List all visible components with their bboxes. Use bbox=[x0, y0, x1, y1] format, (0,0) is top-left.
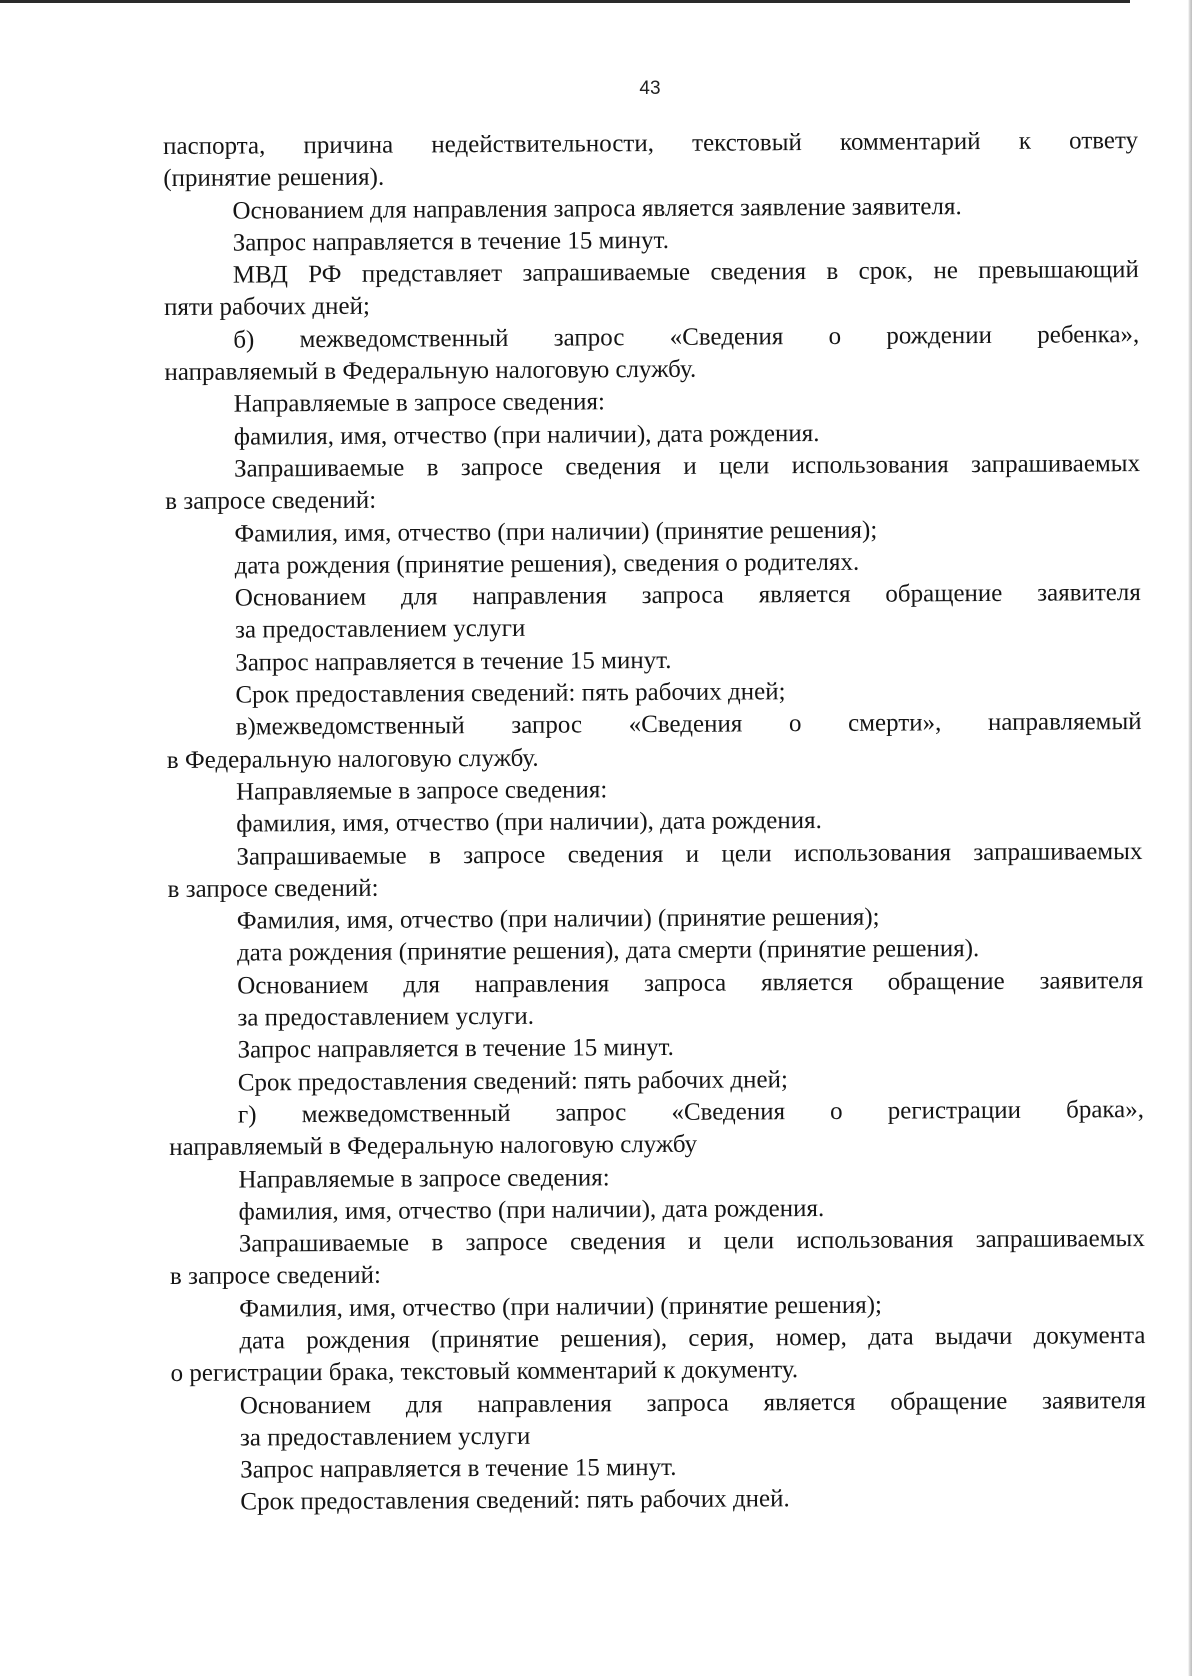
text-line: Запрос направляется в течение 15 минут. bbox=[235, 646, 672, 677]
text-line: Основанием для направления запроса является заявление заявителя. bbox=[232, 192, 962, 225]
text-line: Запрос направляется в течение 15 минут. bbox=[240, 1454, 677, 1484]
text-line: направляемый в Федеральную налоговую службу bbox=[169, 1130, 698, 1162]
text-line: за предоставлением услуги bbox=[234, 615, 526, 645]
page-number: 43 bbox=[639, 78, 661, 99]
text-line: в Федеральную налоговую службу. bbox=[166, 744, 539, 774]
text-line: в запросе сведений: bbox=[169, 1262, 381, 1291]
text-line: Основанием для направления запроса является обращение заявителя bbox=[237, 966, 1144, 1000]
text-line: Запрашиваемые в запросе сведения и цели использования запрашиваемых bbox=[233, 450, 1141, 483]
text-line: дата рождения (принятие решения), сведения о родителях. bbox=[234, 548, 860, 580]
text-line: за предоставлением услуги bbox=[239, 1422, 531, 1452]
text-line: дата рождения (принятие решения), серия, номер, дата выдачи документа bbox=[239, 1322, 1146, 1355]
text-line: Запрос направляется в течение 15 минут. bbox=[237, 1034, 674, 1064]
text-line: Запрашиваемые в запросе сведения и цели использования запрашиваемых bbox=[238, 1225, 1145, 1258]
text-line: Фамилия, имя, отчество (при наличии) (принятие решения); bbox=[239, 1291, 883, 1323]
text-line: фамилия, имя, отчество (при наличии), дата рождения. bbox=[236, 807, 822, 838]
text-line: в)межведомственный запрос «Сведения о смерти», направляемый bbox=[235, 708, 1142, 741]
text-line: фамилия, имя, отчество (при наличии), дата рождения. bbox=[238, 1194, 825, 1226]
text-line: Срок предоставления сведений: пять рабочих дней; bbox=[235, 678, 786, 709]
scan-top-edge bbox=[0, 0, 1130, 3]
text-line: направляемый в Федеральную налоговую службу. bbox=[164, 355, 697, 387]
document-body bbox=[163, 125, 1146, 1520]
scan-right-edge bbox=[1188, 0, 1192, 1676]
text-line: фамилия, имя, отчество (при наличии), дата рождения. bbox=[233, 419, 820, 451]
text-line: г) межведомственный запрос «Сведения о регистрации брака», bbox=[237, 1095, 1145, 1129]
text-line: Основанием для направления запроса является обращение заявителя bbox=[239, 1386, 1146, 1420]
text-line: Срок предоставления сведений: пять рабочих дней; bbox=[237, 1065, 788, 1097]
text-line: Запрашиваемые в запросе сведения и цели использования запрашиваемых bbox=[236, 837, 1143, 871]
text-line: Направляемые в запросе сведения: bbox=[233, 388, 606, 418]
text-line: дата рождения (принятие решения), дата смерти (принятие решения). bbox=[236, 935, 980, 967]
text-line: паспорта, причина недействительности, текстовый комментарий к ответу bbox=[163, 127, 1139, 160]
text-line: Срок предоставления сведений: пять рабочих дней. bbox=[240, 1485, 790, 1517]
text-line: пяти рабочих дней; bbox=[163, 293, 370, 322]
text-line: Фамилия, имя, отчество (при наличии) (принятие решения); bbox=[236, 903, 880, 935]
text-line: Фамилия, имя, отчество (при наличии) (принятие решения); bbox=[234, 516, 878, 548]
text-line: о регистрации брака, текстовый комментарий к документу. bbox=[170, 1356, 799, 1388]
text-line: б) межведомственный запрос «Сведения о рождении ребенка», bbox=[233, 320, 1140, 354]
text-line: (принятие решения). bbox=[163, 163, 385, 193]
text-line: за предоставлением услуги. bbox=[237, 1002, 535, 1032]
text-line: в запросе сведений: bbox=[167, 874, 379, 903]
text-line: Направляемые в запросе сведения: bbox=[235, 776, 608, 806]
text-line: Направляемые в запросе сведения: bbox=[238, 1163, 610, 1194]
text-line: Основанием для направления запроса является обращение заявителя bbox=[234, 579, 1141, 612]
text-line: Запрос направляется в течение 15 минут. bbox=[232, 226, 669, 257]
text-line: МВД РФ представляет запрашиваемые сведения в срок, не превышающий bbox=[232, 256, 1139, 289]
text-line: в запросе сведений: bbox=[165, 486, 377, 516]
